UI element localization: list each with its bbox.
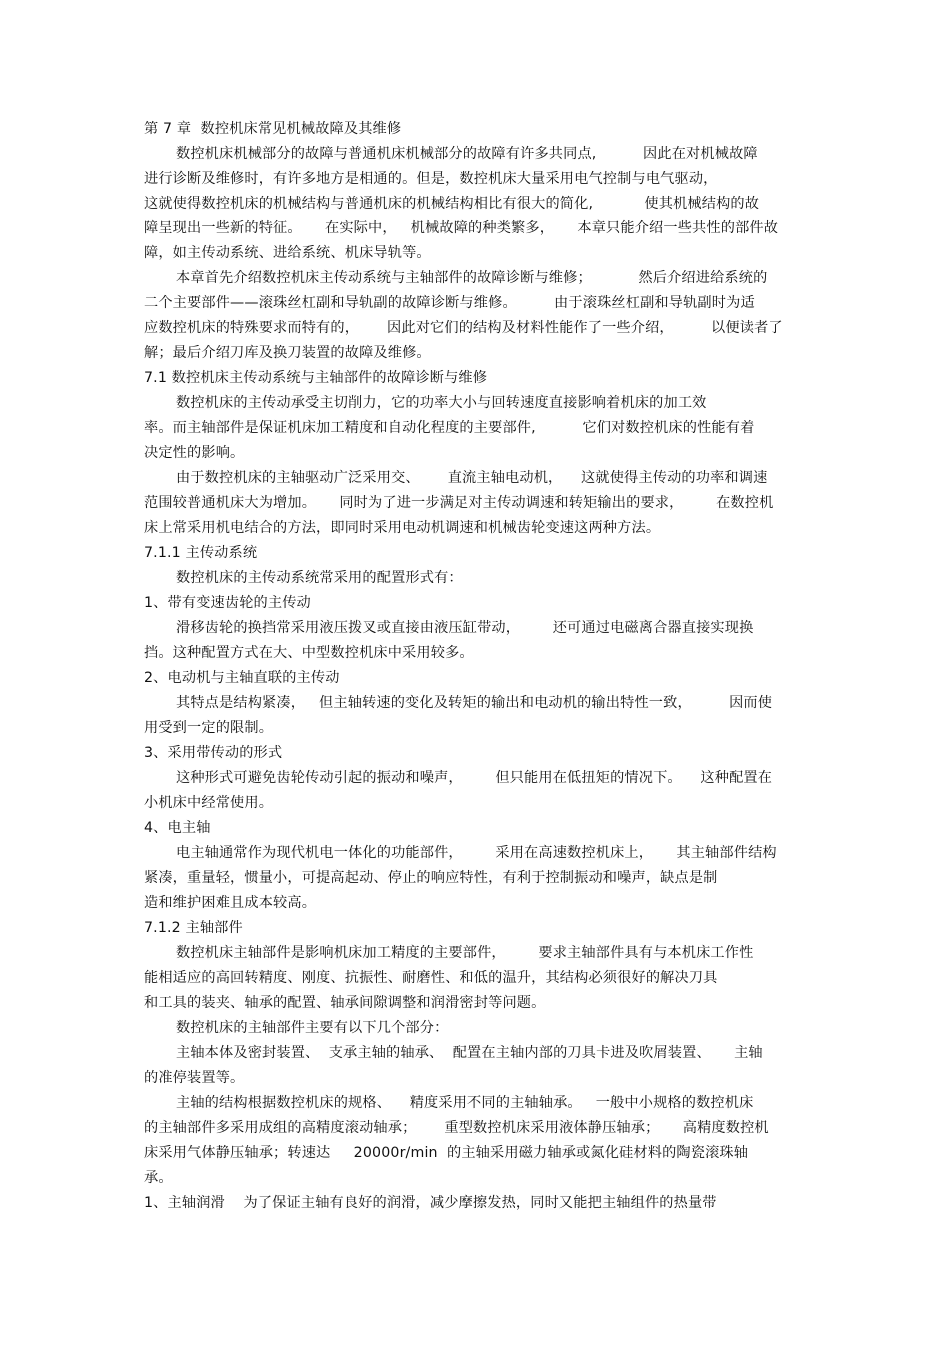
text-line: 其特点是结构紧凑， 但主轴转速的变化及转矩的输出和电动机的输出特性一致， 因而使 xyxy=(176,695,773,711)
text-line: 床采用气体静压轴承；转速达 20000r/min 的主轴采用磁力轴承或氮化硅材料的陶瓷滚珠轴 xyxy=(144,1145,749,1161)
text-line: 进行诊断及维修时，有许多地方是相通的。但是，数控机床大量采用电气控制与电气驱动， xyxy=(144,171,718,187)
text-line: 解；最后介绍刀库及换刀装置的故障及维修。 xyxy=(144,345,431,361)
list-heading: 1、主轴润滑 为了保证主轴有良好的润滑，减少摩擦发热，同时又能把主轴组件的热量带 xyxy=(144,1195,717,1211)
text-line: 能相适应的高回转精度、刚度、抗振性、耐磨性、和低的温升，其结构必须很好的解决刀具 xyxy=(144,970,718,986)
text-line: 数控机床的主轴部件主要有以下几个部分： xyxy=(176,1020,449,1036)
list-heading: 3、采用带传动的形式 xyxy=(144,745,283,761)
chapter-title: 第 7 章 数控机床常见机械故障及其维修 xyxy=(144,121,402,137)
text-line: 障呈现出一些新的特征。 在实际中， 机械故障的种类繁多， 本章只能介绍一些共性的部件故 xyxy=(144,220,779,236)
text-line: 障，如主传动系统、进给系统、机床导轨等。 xyxy=(144,245,431,261)
list-heading: 2、电动机与主轴直联的主传动 xyxy=(144,670,340,686)
text-line: 小机床中经常使用。 xyxy=(144,795,274,811)
text-line: 的主轴部件多采用成组的高精度滚动轴承； 重型数控机床采用液体静压轴承； 高精度数控机 xyxy=(144,1120,769,1136)
text-line: 造和维护困难且成本较高。 xyxy=(144,895,317,911)
text-line: 应数控机床的特殊要求而特有的， 因此对它们的结构及材料性能作了一些介绍， 以便读者了 xyxy=(144,320,783,336)
text-line: 数控机床的主传动承受主切削力，它的功率大小与回转速度直接影响着机床的加工效 xyxy=(176,395,707,411)
subsection-heading: 7.1.2 主轴部件 xyxy=(144,920,243,936)
list-heading: 1、带有变速齿轮的主传动 xyxy=(144,595,311,611)
text-line: 紧凑，重量轻，惯量小，可提高起动、停止的响应特性，有利于控制振动和噪声，缺点是制 xyxy=(144,870,718,886)
text-line: 承。 xyxy=(144,1170,173,1186)
text-line: 决定性的影响。 xyxy=(144,445,245,461)
text-line: 的准停装置等。 xyxy=(144,1070,245,1086)
text-line: 这种形式可避免齿轮传动引起的振动和噪声， 但只能用在低扭矩的情况下。 这种配置在 xyxy=(176,770,773,786)
subsection-heading: 7.1.1 主传动系统 xyxy=(144,545,258,561)
text-line: 主轴的结构根据数控机床的规格、 精度采用不同的主轴轴承。 一般中小规格的数控机床 xyxy=(176,1095,754,1111)
text-line: 主轴本体及密封装置、 支承主轴的轴承、 配置在主轴内部的刀具卡进及吹屑装置、 主轴 xyxy=(176,1045,763,1061)
text-line: 数控机床机械部分的故障与普通机床机械部分的故障有许多共同点, 因此在对机械故障 xyxy=(176,146,758,162)
text-line: 用受到一定的限制。 xyxy=(144,720,274,736)
text-line: 床上常采用机电结合的方法，即同时采用电动机调速和机械齿轮变速这两种方法。 xyxy=(144,520,661,536)
text-line: 二个主要部件——滚珠丝杠副和导轨副的故障诊断与维修。 由于滚珠丝杠副和导轨副时为适 xyxy=(144,295,755,311)
text-line: 滑移齿轮的换挡常采用液压拨叉或直接由液压缸带动， 还可通过电磁离合器直接实现换 xyxy=(176,620,754,636)
text-line: 本章首先介绍数控机床主传动系统与主轴部件的故障诊断与维修； 然后介绍进给系统的 xyxy=(176,270,768,286)
text-line: 率。而主轴部件是保证机床加工精度和自动化程度的主要部件, 它们对数控机床的性能有着 xyxy=(144,420,755,436)
text-line: 这就使得数控机床的机械结构与普通机床的机械结构相比有很大的简化, 使其机械结构的故 xyxy=(144,196,760,212)
text-line: 数控机床的主传动系统常采用的配置形式有： xyxy=(176,570,463,586)
text-line: 数控机床主轴部件是影响机床加工精度的主要部件， 要求主轴部件具有与本机床工作性 xyxy=(176,945,754,961)
text-line: 和工具的装夹、轴承的配置、轴承间隙调整和润滑密封等问题。 xyxy=(144,995,546,1011)
text-line: 挡。这种配置方式在大、中型数控机床中采用较多。 xyxy=(144,645,474,661)
text-line: 电主轴通常作为现代机电一体化的功能部件， 采用在高速数控机床上， 其主轴部件结构 xyxy=(176,845,777,861)
list-heading: 4、电主轴 xyxy=(144,820,211,836)
text-line: 范围较普通机床大为增加。 同时为了进一步满足对主传动调速和转矩输出的要求， 在数控机 xyxy=(144,495,774,511)
text-line: 由于数控机床的主轴驱动广泛采用交、 直流主轴电动机， 这就使得主传动的功率和调速 xyxy=(176,470,768,486)
section-heading: 7.1 数控机床主传动系统与主轴部件的故障诊断与维修 xyxy=(144,370,488,386)
